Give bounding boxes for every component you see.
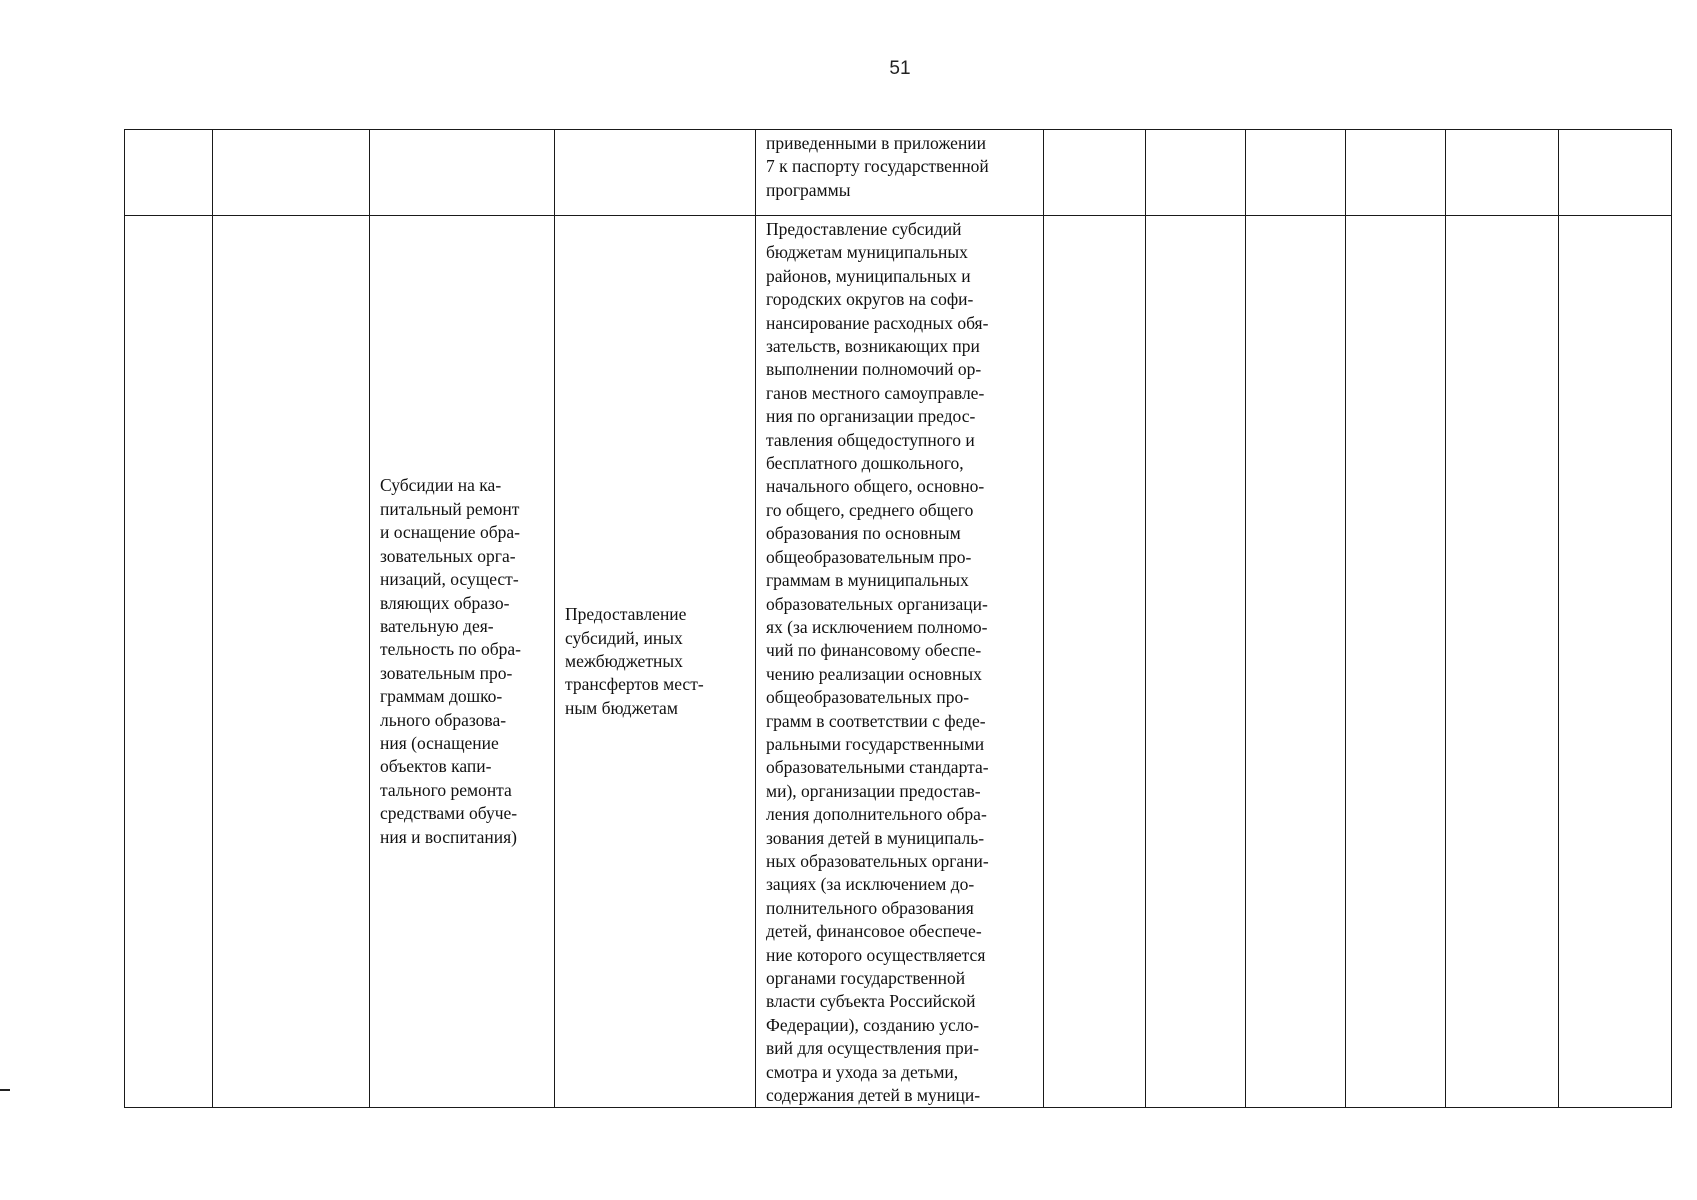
subsidy-name-cell bbox=[370, 216, 555, 1108]
subsidy-name-text: Субсидии на ка- питальный ремонт и оснащение обра- зовательных орга- низаций, осущест- вляющих образо- вательную дея- тельность по обра- зовательным про- граммам дошко- льного образова- ния (оснащение объектов капи- тального ремонта средствами обуче- ния и воспитания) bbox=[380, 475, 521, 847]
table-row bbox=[125, 216, 1672, 1108]
mechanism-cell bbox=[555, 216, 756, 1108]
empty-cell bbox=[1559, 216, 1672, 1108]
empty-cell bbox=[1346, 130, 1446, 216]
empty-cell bbox=[1246, 130, 1346, 216]
empty-cell bbox=[125, 216, 213, 1108]
empty-cell bbox=[213, 216, 370, 1108]
empty-cell bbox=[1044, 130, 1146, 216]
mechanism-text: Предоставление субсидий, иных межбюджетных трансфертов мест- ным бюджетам bbox=[565, 604, 704, 718]
empty-cell bbox=[1146, 216, 1246, 1108]
empty-cell bbox=[370, 130, 555, 216]
empty-cell bbox=[1446, 130, 1559, 216]
empty-cell bbox=[1146, 130, 1246, 216]
page-number: 51 bbox=[889, 58, 911, 79]
description-text: Предоставление субсидий бюджетам муниципальных районов, муниципальных и городских округов на софи- нансирование расходных обя- зательств, возникающих при выполнении полномочий ор- ганов местного самоуправле- ния по организации предос- тавления общедоступного и бесплатного дошкольного, начального общего, основно- го общего, среднего общего образования по основным общеобразовательным про- граммам в муниципальных образовательных организаци- ях (за исключением полномо- чий по финансовому обеспе- чению реализации основных общеобразовательных про- грамм в соответствии с феде- ральными государственными образовательными стандарта- ми), организации предостав- ления дополнительного обра- зования детей в муниципаль- ных образовательных органи- зациях (за исключением до- полнительного образования детей, финансовое обеспече- ние которого осуществляется органами государственной власти субъекта Российской Федерации), созданию усло- вий для осуществления при- смотра и ухода за детьми, содержания детей в муници- bbox=[766, 219, 989, 1106]
description-cell bbox=[756, 130, 1044, 216]
scan-mark bbox=[0, 1089, 10, 1091]
empty-cell bbox=[1446, 216, 1559, 1108]
empty-cell bbox=[1246, 216, 1346, 1108]
empty-cell bbox=[1044, 216, 1146, 1108]
description-cell bbox=[756, 216, 1044, 1108]
empty-cell bbox=[1346, 216, 1446, 1108]
empty-cell bbox=[1559, 130, 1672, 216]
table-row bbox=[125, 130, 1672, 216]
empty-cell bbox=[125, 130, 213, 216]
empty-cell bbox=[555, 130, 756, 216]
empty-cell bbox=[213, 130, 370, 216]
program-table bbox=[124, 129, 1672, 1108]
description-text: приведенными в приложении 7 к паспорту государственной программы bbox=[766, 133, 989, 200]
